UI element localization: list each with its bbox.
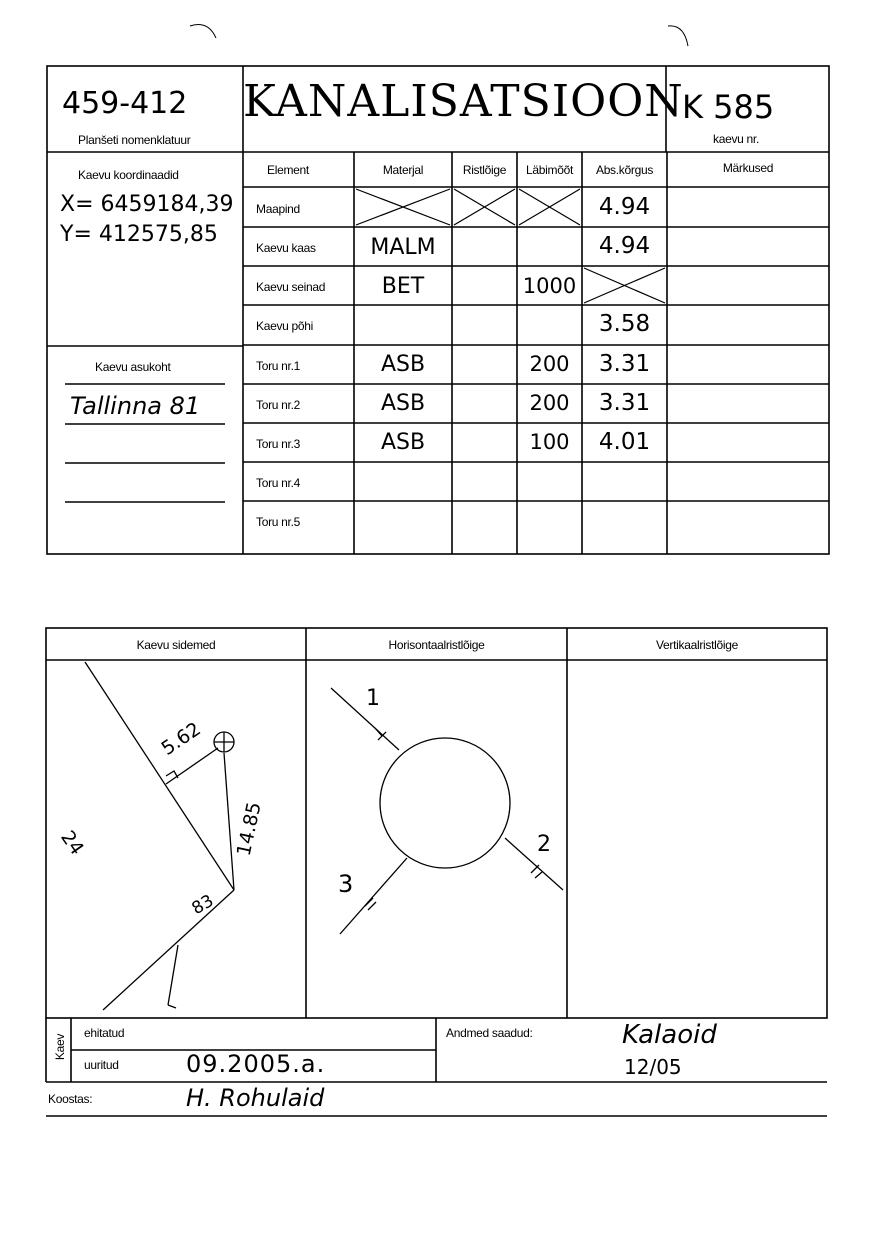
row-material: ASB	[380, 430, 426, 455]
row-height: 4.94	[598, 233, 651, 259]
row-diameter: 200	[529, 391, 570, 415]
row-element: Toru nr.2	[256, 398, 300, 412]
dimension-label: 83	[188, 890, 218, 920]
header-diameter: Läbimõõt	[526, 163, 573, 177]
row-element: Kaevu kaas	[256, 241, 316, 255]
vertical-section-label: Vertikaalristlõige	[656, 638, 738, 652]
dimension-label: 14.85	[232, 800, 266, 858]
row-height: 4.01	[598, 429, 651, 455]
row-material: ASB	[380, 391, 426, 416]
row-element: Kaevu seinad	[256, 280, 326, 294]
built-label: ehitatud	[84, 1026, 125, 1040]
pipe-number: 3	[338, 870, 354, 898]
row-element: Toru nr.3	[256, 437, 300, 451]
horizontal-sketch	[331, 688, 563, 934]
row-height: 4.94	[598, 194, 651, 220]
horizontal-section-label: Horisontaalristlõige	[388, 638, 485, 652]
row-diameter: 100	[529, 430, 570, 454]
coordinates-label: Kaevu koordinaadid	[78, 168, 179, 182]
surveyed-label: uuritud	[84, 1058, 119, 1072]
row-element: Maapind	[256, 202, 300, 216]
header-material: Materjal	[382, 163, 424, 177]
pipe-number: 2	[537, 832, 551, 857]
header-element: Element	[267, 163, 309, 177]
header-height: Abs.kõrgus	[595, 163, 654, 177]
compiled-label: Koostas:	[48, 1092, 93, 1106]
row-height: 3.31	[598, 390, 651, 416]
coordinate-y: Y= 412575,85	[60, 222, 218, 247]
row-height: 3.31	[598, 351, 651, 377]
row-material: MALM	[370, 235, 436, 260]
dimension-label: 5.62	[157, 718, 205, 760]
dimension-label: 24	[56, 826, 89, 860]
ties-label: Kaevu sidemed	[136, 638, 216, 652]
compiled-value: H. Rohulaid	[186, 1084, 325, 1112]
location-label: Kaevu asukoht	[95, 360, 171, 374]
well-number: K 585	[682, 88, 775, 126]
row-diameter: 200	[529, 352, 570, 376]
sheet-label: Planšeti nomenklatuur	[78, 133, 191, 147]
ties-sketch	[85, 662, 234, 1010]
row-material: BET	[381, 274, 425, 299]
row-diameter: 1000	[522, 274, 577, 298]
binder-mark-right	[668, 26, 688, 46]
row-material: ASB	[380, 352, 426, 377]
row-element: Toru nr.1	[256, 359, 300, 373]
bottom-panel-grid	[46, 628, 827, 1018]
data-received-label: Andmed saadud:	[446, 1026, 533, 1040]
pipe-number: 1	[366, 686, 380, 711]
row-height: 3.58	[598, 311, 651, 337]
coordinate-x: X= 6459184,39	[60, 192, 234, 217]
page-title: KANALISATSIOON	[243, 76, 684, 127]
data-received-date: 12/05	[624, 1055, 682, 1079]
well-label: kaevu nr.	[713, 132, 759, 146]
row-element: Kaevu põhi	[256, 319, 314, 333]
data-received-signature: Kalaoid	[622, 1020, 717, 1050]
surveyed-value: 09.2005.a.	[186, 1050, 326, 1078]
binder-mark-left	[190, 25, 216, 39]
well-side-label: Kaev	[53, 1033, 67, 1061]
sheet-number: 459-412	[62, 86, 188, 121]
location-value: Tallinna 81	[70, 392, 201, 420]
row-element: Toru nr.5	[256, 515, 300, 529]
row-element: Toru nr.4	[256, 476, 300, 490]
header-section: Ristlõige	[462, 163, 507, 177]
header-notes: Märkused	[722, 161, 774, 175]
